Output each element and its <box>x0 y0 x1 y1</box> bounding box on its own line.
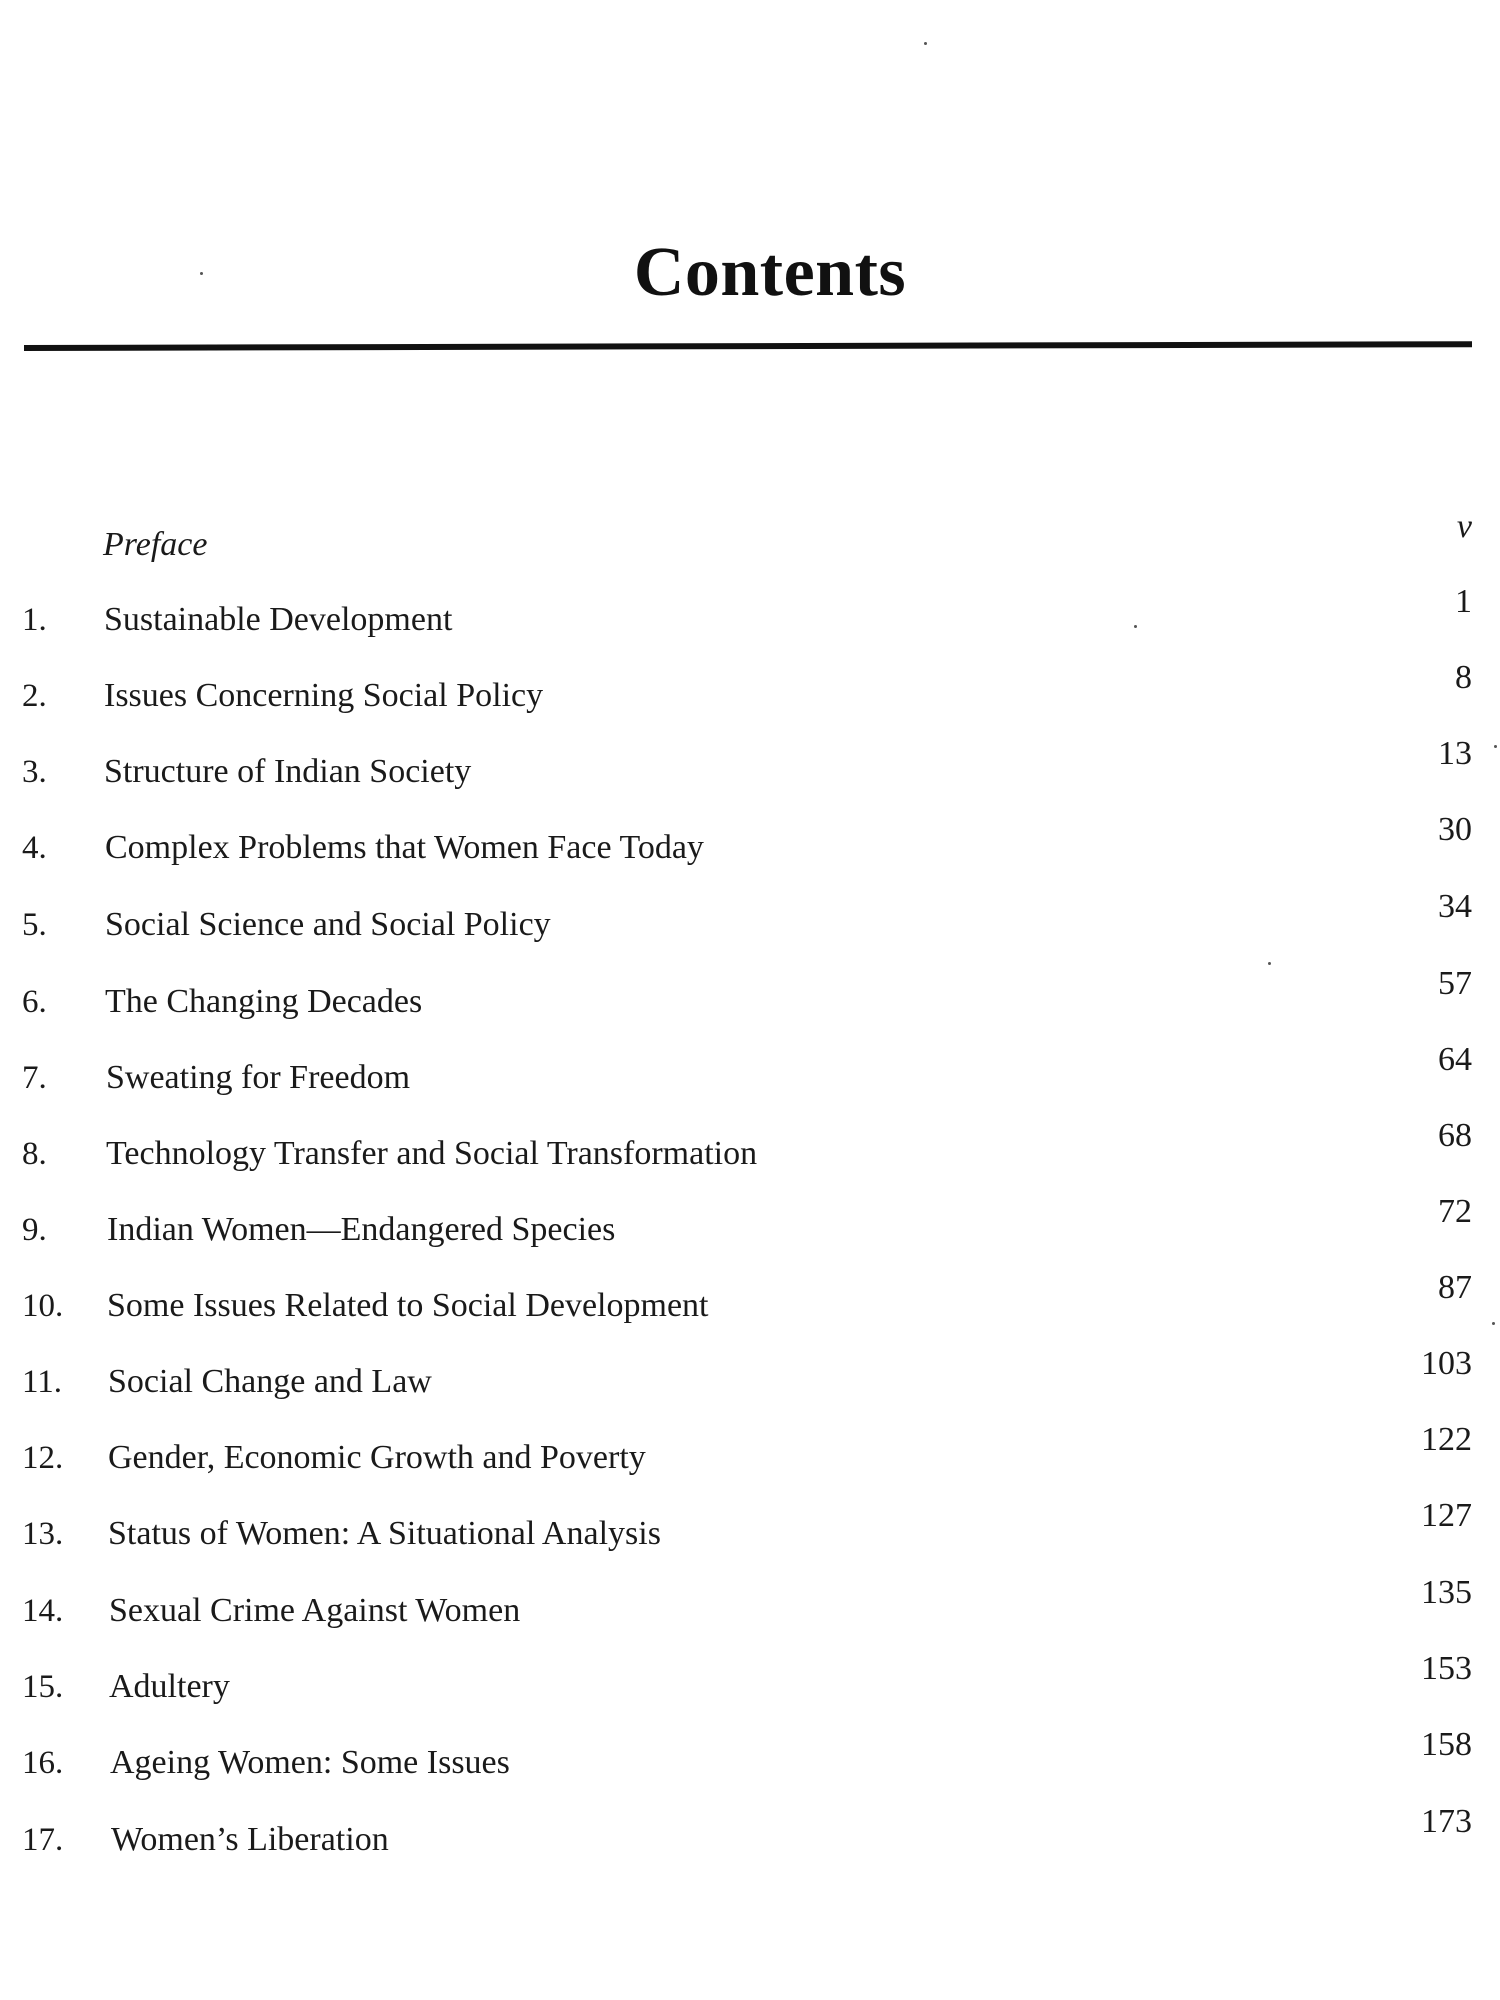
toc-entry-page: 153 <box>1421 1650 1472 1687</box>
toc-entry-title: Structure of Indian Society <box>104 753 472 790</box>
toc-entry <box>0 1650 1500 1717</box>
toc-entry-number: 14. <box>22 1593 64 1629</box>
toc-entry-page: 158 <box>1421 1726 1472 1763</box>
toc-entry <box>0 888 1500 955</box>
page-title: Contents <box>633 234 907 311</box>
toc-entry-title: Sustainable Development <box>104 601 453 638</box>
toc-entry-number: 9. <box>22 1212 47 1248</box>
toc-entry-title: Issues Concerning Social Policy <box>104 677 544 714</box>
toc-entry-number: 15. <box>22 1669 64 1705</box>
scan-speck <box>1494 745 1497 748</box>
toc-entry-number: 4. <box>22 830 47 866</box>
toc-entry <box>0 1041 1500 1108</box>
toc-entry-number: 16. <box>22 1745 64 1781</box>
toc-entry-title: Sexual Crime Against Women <box>109 1592 521 1629</box>
toc-entry-page: 103 <box>1421 1345 1472 1382</box>
toc-entry-page: 30 <box>1438 811 1472 848</box>
toc-entry-title: Women’s Liberation <box>111 1821 389 1858</box>
toc-entry <box>0 1117 1500 1184</box>
toc-entry-number: 3. <box>22 754 47 790</box>
toc-entry-number: 11. <box>22 1364 63 1400</box>
scan-speck <box>200 272 203 275</box>
toc-entry-number: 5. <box>22 907 47 943</box>
toc-entry-page: 34 <box>1438 888 1472 925</box>
toc-entry-title: Social Science and Social Policy <box>105 906 551 943</box>
toc-entry-page: 13 <box>1438 735 1472 772</box>
toc-entry-title: Social Change and Law <box>108 1363 432 1400</box>
toc-entry <box>0 1574 1500 1641</box>
toc-entry-page: 135 <box>1421 1574 1472 1611</box>
toc-entry-page: 68 <box>1438 1117 1472 1154</box>
toc-entry-page: 122 <box>1421 1421 1472 1458</box>
toc-entry-title: Ageing Women: Some Issues <box>110 1744 510 1781</box>
toc-entry-title: Adultery <box>109 1668 230 1705</box>
toc-entry-page: 127 <box>1421 1497 1472 1534</box>
toc-entry <box>0 1193 1500 1260</box>
toc-entry <box>0 583 1500 650</box>
scan-speck <box>1134 625 1137 628</box>
toc-entry-page: 173 <box>1421 1803 1472 1840</box>
toc-entry-title: Sweating for Freedom <box>106 1059 411 1096</box>
toc-entry <box>0 735 1500 802</box>
toc-preface-page: v <box>1456 508 1472 545</box>
toc-entry <box>0 1726 1500 1793</box>
toc-entry <box>0 1269 1500 1336</box>
toc-entry-page: 87 <box>1438 1269 1472 1306</box>
toc-preface-label: Preface <box>103 526 208 563</box>
toc-entry-title: Status of Women: A Situational Analysis <box>108 1515 661 1552</box>
toc-entry <box>0 659 1500 726</box>
toc-entry-page: 64 <box>1438 1041 1472 1078</box>
toc-entry-number: 17. <box>22 1822 64 1858</box>
scan-speck <box>1268 962 1271 965</box>
toc-entry <box>0 965 1500 1032</box>
toc-entry-number: 13. <box>22 1516 64 1552</box>
toc-entry-title: Technology Transfer and Social Transformation <box>106 1135 758 1172</box>
toc-entry-number: 12. <box>22 1440 64 1476</box>
toc-entry <box>0 1803 1500 1870</box>
toc-entry <box>0 1421 1500 1488</box>
toc-entry-title: Gender, Economic Growth and Poverty <box>108 1439 646 1476</box>
toc-entry <box>0 811 1500 878</box>
toc-entry-title: The Changing Decades <box>105 983 423 1020</box>
toc-entry-title: Some Issues Related to Social Development <box>107 1287 709 1324</box>
toc-entry-number: 7. <box>22 1060 47 1096</box>
toc-entry-title: Indian Women—Endangered Species <box>107 1211 616 1248</box>
toc-entry-title: Complex Problems that Women Face Today <box>105 829 704 866</box>
toc-entry-page: 8 <box>1455 659 1472 696</box>
toc-entry-page: 1 <box>1455 583 1472 620</box>
toc-entry-number: 1. <box>22 602 47 638</box>
toc-entry <box>0 1345 1500 1412</box>
toc-entry-number: 2. <box>22 678 47 714</box>
scan-speck <box>1492 1322 1495 1325</box>
toc-preface <box>0 508 1500 575</box>
toc-entry-number: 6. <box>22 984 47 1020</box>
toc-entry-page: 72 <box>1438 1193 1472 1230</box>
toc-entry-number: 8. <box>22 1136 47 1172</box>
toc-entry-page: 57 <box>1438 965 1472 1002</box>
scan-speck <box>924 42 927 45</box>
toc-entry <box>0 1497 1500 1564</box>
toc-entry-number: 10. <box>22 1288 64 1324</box>
